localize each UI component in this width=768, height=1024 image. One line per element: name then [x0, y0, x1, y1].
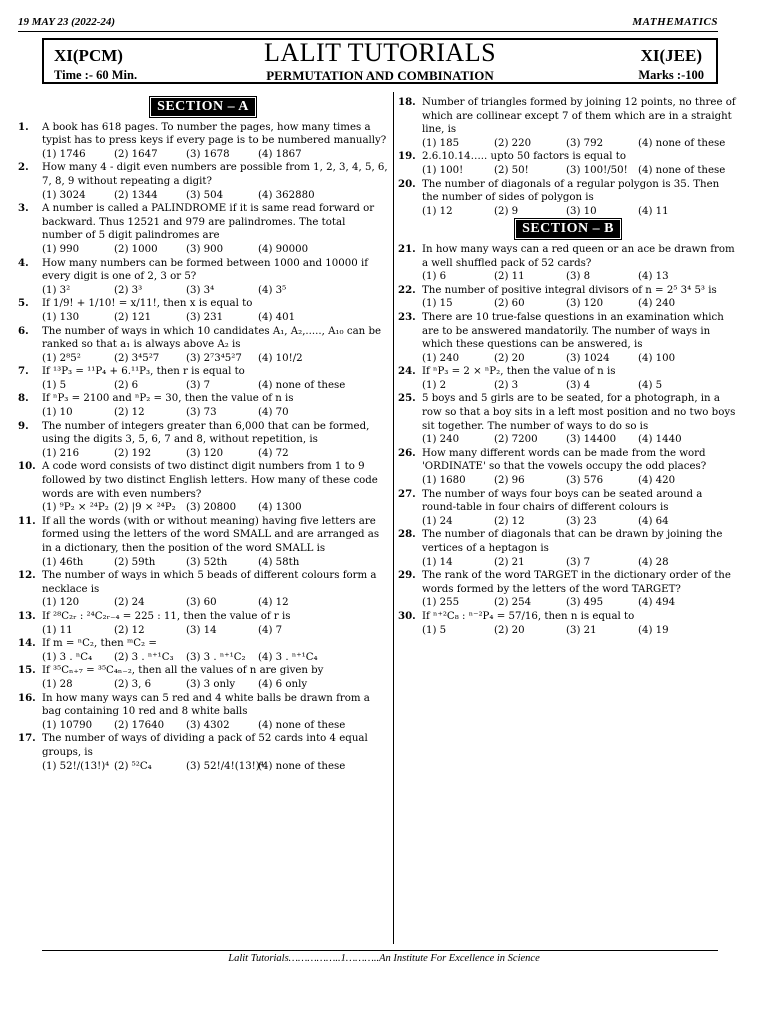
option-2: (2) 254 [494, 597, 532, 609]
options-row [42, 719, 388, 733]
option-3: (3) 4302 [186, 719, 230, 731]
option-2: (2) 121 [114, 311, 152, 323]
top-rule [18, 31, 718, 32]
option-4: (4) 70 [258, 407, 289, 419]
subject-label: MATHEMATICS [632, 16, 718, 28]
option-3: (3) 495 [566, 597, 604, 609]
question-number: 15. [18, 664, 36, 677]
option-4: (4) none of these [638, 137, 726, 149]
question-text: In how many ways can a red queen or an ace be drawn from a well shuffled pack of 52 cards? [422, 243, 735, 269]
marks-label: Marks :-100 [638, 68, 704, 82]
option-2: (2) 3⁴5²7 [114, 352, 160, 364]
option-4: (4) 10!/2 [258, 352, 303, 364]
question-item [398, 96, 738, 150]
option-2: (2) 59th [114, 556, 156, 568]
option-3: (3) 23 [566, 515, 597, 527]
option-3: (3) 504 [186, 189, 224, 201]
option-3: (3) 73 [186, 407, 217, 419]
option-1: (1) 5 [422, 624, 447, 636]
option-1: (1) 216 [42, 447, 80, 459]
option-1: (1) 5 [42, 379, 67, 391]
option-2: (2) 1344 [114, 189, 158, 201]
footer-text: Lalit Tutorials……………..1………..An Institute For Excellence in Science [228, 953, 540, 964]
options-row [42, 501, 388, 515]
options-row [422, 379, 738, 393]
option-1: (1) 3² [42, 284, 71, 296]
option-1: (1) 28 [42, 678, 73, 690]
option-1: (1) 46th [42, 556, 84, 568]
question-text: If ⁿP₃ = 2 × ⁿP₂, then the value of n is [422, 366, 616, 378]
option-4: (4) none of these [258, 379, 346, 391]
question-number: 26. [398, 446, 416, 459]
option-3: (3) 10 [566, 205, 597, 217]
question-text: If ¹³P₃ = ¹¹P₄ + 6.¹¹P₃, then r is equal to [42, 366, 245, 378]
option-1: (1) 14 [422, 556, 453, 568]
question-number: 3. [18, 202, 29, 215]
options-row [422, 624, 738, 638]
question-text: 5 boys and 5 girls are to be seated, for a photograph, in a row so that a boy sits in a left most position and no two boys sit together. The number of ways to do so is [422, 393, 736, 432]
option-4: (4) 64 [638, 515, 669, 527]
options-row [422, 270, 738, 284]
option-4: (4) 3 . ⁿ⁺¹C₄ [258, 651, 318, 663]
question-item [398, 528, 738, 569]
left-column [18, 96, 388, 773]
option-2: (2) 3 . ⁿ⁺¹C₃ [114, 651, 174, 663]
options-row [42, 596, 388, 610]
question-text: The number of ways four boys can be seated around a round-table in four chairs of different colours is [422, 488, 703, 514]
question-item [18, 365, 388, 392]
option-3: (3) 792 [566, 137, 604, 149]
option-4: (4) 1867 [258, 148, 302, 160]
option-2: (2) 192 [114, 447, 152, 459]
question-text: A book has 618 pages. To number the pages, how many times a typist has to press keys if every page is to be numbered manually? [42, 121, 387, 147]
options-row [422, 596, 738, 610]
date-label: 19 MAY 23 (2022-24) [18, 16, 116, 28]
option-1: (1) 10790 [42, 719, 93, 731]
option-3: (3) 100!/50! [566, 164, 628, 176]
options-row [422, 137, 738, 151]
question-number: 7. [18, 365, 29, 378]
option-4: (4) 100 [638, 352, 676, 364]
question-number: 24. [398, 365, 416, 378]
option-2: (2) 6 [114, 379, 139, 391]
question-text: The number of diagonals of a regular polygon is 35. Then the number of sides of polygon is [422, 178, 720, 204]
question-item [18, 610, 388, 637]
question-number: 8. [18, 392, 29, 405]
question-text: If all the words (with or without meaning) having five letters are formed using the letters of the word SMALL and are arranged as in a dictionary, then the position of the word SMALL is [42, 515, 380, 554]
option-2: (2) 20 [494, 352, 525, 364]
option-1: (1) 3 . ⁿC₄ [42, 651, 93, 663]
option-4: (4) 7 [258, 624, 283, 636]
option-4: (4) 90000 [258, 243, 309, 255]
option-3: (3) 52th [186, 556, 228, 568]
title-box [42, 38, 718, 84]
options-row [42, 556, 388, 570]
option-4: (4) 240 [638, 298, 676, 310]
option-2: (2) ⁵²C₄ [114, 760, 152, 772]
question-text: A code word consists of two distinct digit numbers from 1 to 9 followed by two distinct English letters. How many of these code words are with even numbers? [42, 461, 378, 500]
question-number: 17. [18, 732, 36, 745]
option-3: (3) 52!/4!(13!)⁴ [186, 760, 264, 772]
option-3: (3) 576 [566, 475, 604, 487]
option-2: (2) 3, 6 [114, 678, 152, 690]
option-2: (2) 20 [494, 624, 525, 636]
options-row [42, 651, 388, 665]
option-1: (1) 990 [42, 243, 80, 255]
option-2: (2) 12 [114, 624, 145, 636]
option-1: (1) 100! [422, 164, 464, 176]
option-1: (1) 1746 [42, 148, 86, 160]
option-4: (4) 1300 [258, 502, 302, 514]
options-row [42, 678, 388, 692]
option-2: (2) 60 [494, 298, 525, 310]
option-1: (1) ⁹P₂ × ²⁴P₂ [42, 502, 109, 514]
option-4: (4) 494 [638, 597, 676, 609]
question-text: If ³⁵Cₙ₊₇ = ³⁵C₄ₙ₋₂, then all the values of n are given by [42, 665, 324, 677]
option-2: (2) 7200 [494, 434, 538, 446]
option-4: (4) 401 [258, 311, 296, 323]
options-row [422, 515, 738, 529]
question-item [398, 447, 738, 488]
option-4: (4) 58th [258, 556, 300, 568]
question-text: If ⁿP₃ = 2100 and ⁿP₂ = 30, then the value of n is [42, 393, 294, 405]
section-b-heading: SECTION – B [516, 220, 620, 238]
option-1: (1) 11 [42, 624, 73, 636]
option-4: (4) 6 only [258, 678, 308, 690]
option-1: (1) 1680 [422, 475, 466, 487]
question-number: 4. [18, 256, 29, 269]
class-right: XI(JEE) [640, 46, 702, 65]
option-3: (3) 1024 [566, 352, 610, 364]
question-item [18, 664, 388, 691]
question-item [398, 284, 738, 311]
question-item [398, 610, 738, 637]
option-1: (1) 255 [422, 597, 460, 609]
option-1: (1) 240 [422, 434, 460, 446]
question-number: 6. [18, 324, 29, 337]
question-item [398, 569, 738, 610]
option-1: (1) 120 [42, 597, 80, 609]
question-number: 22. [398, 283, 416, 296]
question-text: Number of triangles formed by joining 12 points, no three of which are collinear except 7 of them which are in a straight line, is [422, 97, 736, 136]
question-item [398, 311, 738, 365]
option-4: (4) 11 [638, 205, 669, 217]
option-3: (3) 20800 [186, 502, 237, 514]
question-number: 5. [18, 297, 29, 310]
question-text: The number of ways in which 5 beads of different colours form a necklace is [42, 570, 377, 595]
question-number: 28. [398, 528, 416, 541]
option-3: (3) 14 [186, 624, 217, 636]
column-divider [393, 92, 394, 944]
question-item [18, 515, 388, 569]
question-number: 30. [398, 609, 416, 622]
options-row [422, 164, 738, 178]
question-item [18, 161, 388, 202]
question-item [18, 325, 388, 366]
question-item [18, 420, 388, 461]
section-a-heading: SECTION – A [151, 98, 255, 116]
question-item [398, 392, 738, 446]
option-2: (2) 220 [494, 137, 532, 149]
option-2: (2) 1000 [114, 243, 158, 255]
option-3: (3) 900 [186, 243, 224, 255]
question-number: 29. [398, 569, 416, 582]
question-number: 12. [18, 569, 36, 582]
option-1: (1) 10 [42, 407, 73, 419]
question-text: The number of integers greater than 6,000 that can be formed, using the digits 3, 5, 6, 7 and 8, without repetition, is [42, 420, 370, 446]
option-2: (2) 11 [494, 271, 525, 283]
question-number: 11. [18, 514, 36, 527]
question-item [398, 243, 738, 284]
question-text: How many numbers can be formed between 1000 and 10000 if every digit is one of 2, 3 or 5? [42, 257, 368, 283]
question-item [18, 297, 388, 324]
option-2: (2) 3 [494, 379, 519, 391]
question-text: How many different words can be made from the word 'ORDINATE' so that the vowels occupy the odd places? [422, 447, 707, 473]
option-2: (2) 9 [494, 205, 519, 217]
question-number: 14. [18, 637, 36, 650]
options-row [422, 297, 738, 311]
option-3: (3) 60 [186, 597, 217, 609]
option-3: (3) 231 [186, 311, 224, 323]
option-4: (4) 1440 [638, 434, 682, 446]
question-item [18, 460, 388, 514]
question-item [18, 692, 388, 733]
question-item [398, 365, 738, 392]
question-item [18, 202, 388, 256]
options-row [422, 556, 738, 570]
question-number: 21. [398, 242, 416, 255]
options-row [42, 352, 388, 366]
options-row [42, 311, 388, 325]
options-row [42, 406, 388, 420]
footer-rule [42, 950, 718, 951]
option-1: (1) 185 [422, 137, 460, 149]
options-row [42, 284, 388, 298]
options-row [422, 433, 738, 447]
question-item [18, 569, 388, 610]
question-number: 10. [18, 460, 36, 473]
question-number: 2. [18, 161, 29, 174]
option-4: (4) 28 [638, 556, 669, 568]
option-1: (1) 130 [42, 311, 80, 323]
question-number: 27. [398, 487, 416, 500]
question-text: The number of ways of dividing a pack of 52 cards into 4 equal groups, is [42, 733, 368, 758]
option-1: (1) 2 [422, 379, 447, 391]
option-3: (3) 14400 [566, 434, 617, 446]
question-text: A number is called a PALINDROME if it is same read forward or backward. Thus 12521 and 979 are palindromes. The total number of 5 digit palindromes are [42, 203, 375, 242]
option-1: (1) 15 [422, 298, 453, 310]
option-4: (4) 13 [638, 271, 669, 283]
option-2: (2) 12 [494, 515, 525, 527]
question-number: 9. [18, 419, 29, 432]
option-2: (2) 3³ [114, 284, 143, 296]
question-text: The number of ways in which 10 candidates A₁, A₂,....., A₁₀ can be ranked so that a₁ is always above A₂ is [42, 325, 381, 351]
question-text: How many 4 - digit even numbers are possible from 1, 2, 3, 4, 5, 6, 7, 8, 9 without repeating a digit? [42, 162, 388, 187]
option-2: (2) 17640 [114, 719, 165, 731]
option-3: (3) 4 [566, 379, 591, 391]
option-2: (2) 1647 [114, 148, 158, 160]
option-1: (1) 240 [422, 352, 460, 364]
options-row [42, 148, 388, 162]
question-item [18, 732, 388, 773]
option-4: (4) 420 [638, 475, 676, 487]
option-3: (3) 8 [566, 271, 591, 283]
question-number: 1. [18, 120, 29, 133]
question-number: 13. [18, 609, 36, 622]
question-text: 2.6.10.14….. upto 50 factors is equal to [422, 151, 627, 163]
option-3: (3) 3 . ⁿ⁺¹C₂ [186, 651, 246, 663]
option-2: (2) 24 [114, 597, 145, 609]
option-4: (4) 19 [638, 624, 669, 636]
question-item [398, 178, 738, 219]
option-4: (4) none of these [638, 164, 726, 176]
option-1: (1) 2⁸5² [42, 352, 81, 364]
options-row [422, 474, 738, 488]
question-number: 16. [18, 691, 36, 704]
option-4: (4) none of these [258, 719, 346, 731]
options-row [42, 379, 388, 393]
option-4: (4) 72 [258, 447, 289, 459]
question-number: 19. [398, 150, 416, 163]
option-3: (3) 3⁴ [186, 284, 215, 296]
question-item [18, 257, 388, 298]
option-4: (4) 362880 [258, 189, 315, 201]
option-2: (2) |9 × ²⁴P₂ [114, 502, 176, 514]
option-3: (3) 3 only [186, 678, 236, 690]
question-number: 20. [398, 177, 416, 190]
option-1: (1) 12 [422, 205, 453, 217]
question-text: If ⁿ⁺²C₈ : ⁿ⁻²P₄ = 57/16, then n is equal to [422, 610, 635, 622]
class-left: XI(PCM) [54, 46, 123, 65]
option-1: (1) 24 [422, 515, 453, 527]
options-row [42, 760, 388, 774]
question-item [398, 488, 738, 529]
option-4: (4) 3⁵ [258, 284, 287, 296]
option-4: (4) 12 [258, 597, 289, 609]
question-text: The number of positive integral divisors of n = 2⁵ 3⁴ 5³ is [422, 284, 717, 296]
question-text: In how many ways can 5 red and 4 white balls be drawn from a bag containing 10 red and 8 white balls [42, 692, 370, 718]
question-text: The rank of the word TARGET in the dictionary order of the words formed by the letters of the word TARGET? [422, 570, 731, 595]
question-text: There are 10 true-false questions in an examination which are to be answered mandatorily. The number of ways in which these questions can be answered, is [422, 311, 724, 351]
topic-title: PERMUTATION AND COMBINATION [266, 68, 494, 83]
option-2: (2) 21 [494, 556, 525, 568]
option-4: (4) none of these [258, 760, 346, 772]
option-3: (3) 7 [566, 556, 591, 568]
options-row [422, 352, 738, 366]
right-column [398, 96, 738, 637]
option-1: (1) 3024 [42, 189, 86, 201]
question-item [18, 392, 388, 419]
question-number: 23. [398, 310, 416, 323]
question-text: The number of diagonals that can be drawn by joining the vertices of a heptagon is [422, 529, 723, 554]
question-number: 25. [398, 392, 416, 405]
option-1: (1) 6 [422, 271, 447, 283]
institute-title: LALIT TUTORIALS [263, 38, 497, 67]
options-row [42, 189, 388, 203]
option-2: (2) 96 [494, 475, 525, 487]
option-3: (3) 21 [566, 624, 597, 636]
options-row [42, 624, 388, 638]
question-number: 18. [398, 96, 416, 108]
options-row [422, 205, 738, 219]
question-item [398, 150, 738, 177]
time-label: Time :- 60 Min. [54, 68, 138, 82]
question-item [18, 637, 388, 664]
option-3: (3) 120 [186, 447, 224, 459]
option-3: (3) 2⁷3⁴5²7 [186, 352, 242, 364]
top-strip [18, 14, 718, 32]
options-row [42, 447, 388, 461]
option-2: (2) 12 [114, 407, 145, 419]
option-3: (3) 7 [186, 379, 211, 391]
option-1: (1) 52!/(13!)⁴ [42, 760, 110, 772]
options-row [42, 243, 388, 257]
question-item [18, 121, 388, 162]
option-2: (2) 50! [494, 164, 529, 176]
question-text: If ²⁸C₂ᵣ : ²⁴C₂ᵣ₋₄ = 225 : 11, then the value of r is [42, 610, 291, 622]
question-text: If 1/9! + 1/10! = x/11!, then x is equal to [42, 298, 253, 310]
option-4: (4) 5 [638, 379, 663, 391]
option-3: (3) 1678 [186, 148, 230, 160]
option-3: (3) 120 [566, 298, 604, 310]
question-text: If m = ⁿC₂, then ᵐC₂ = [42, 638, 157, 650]
